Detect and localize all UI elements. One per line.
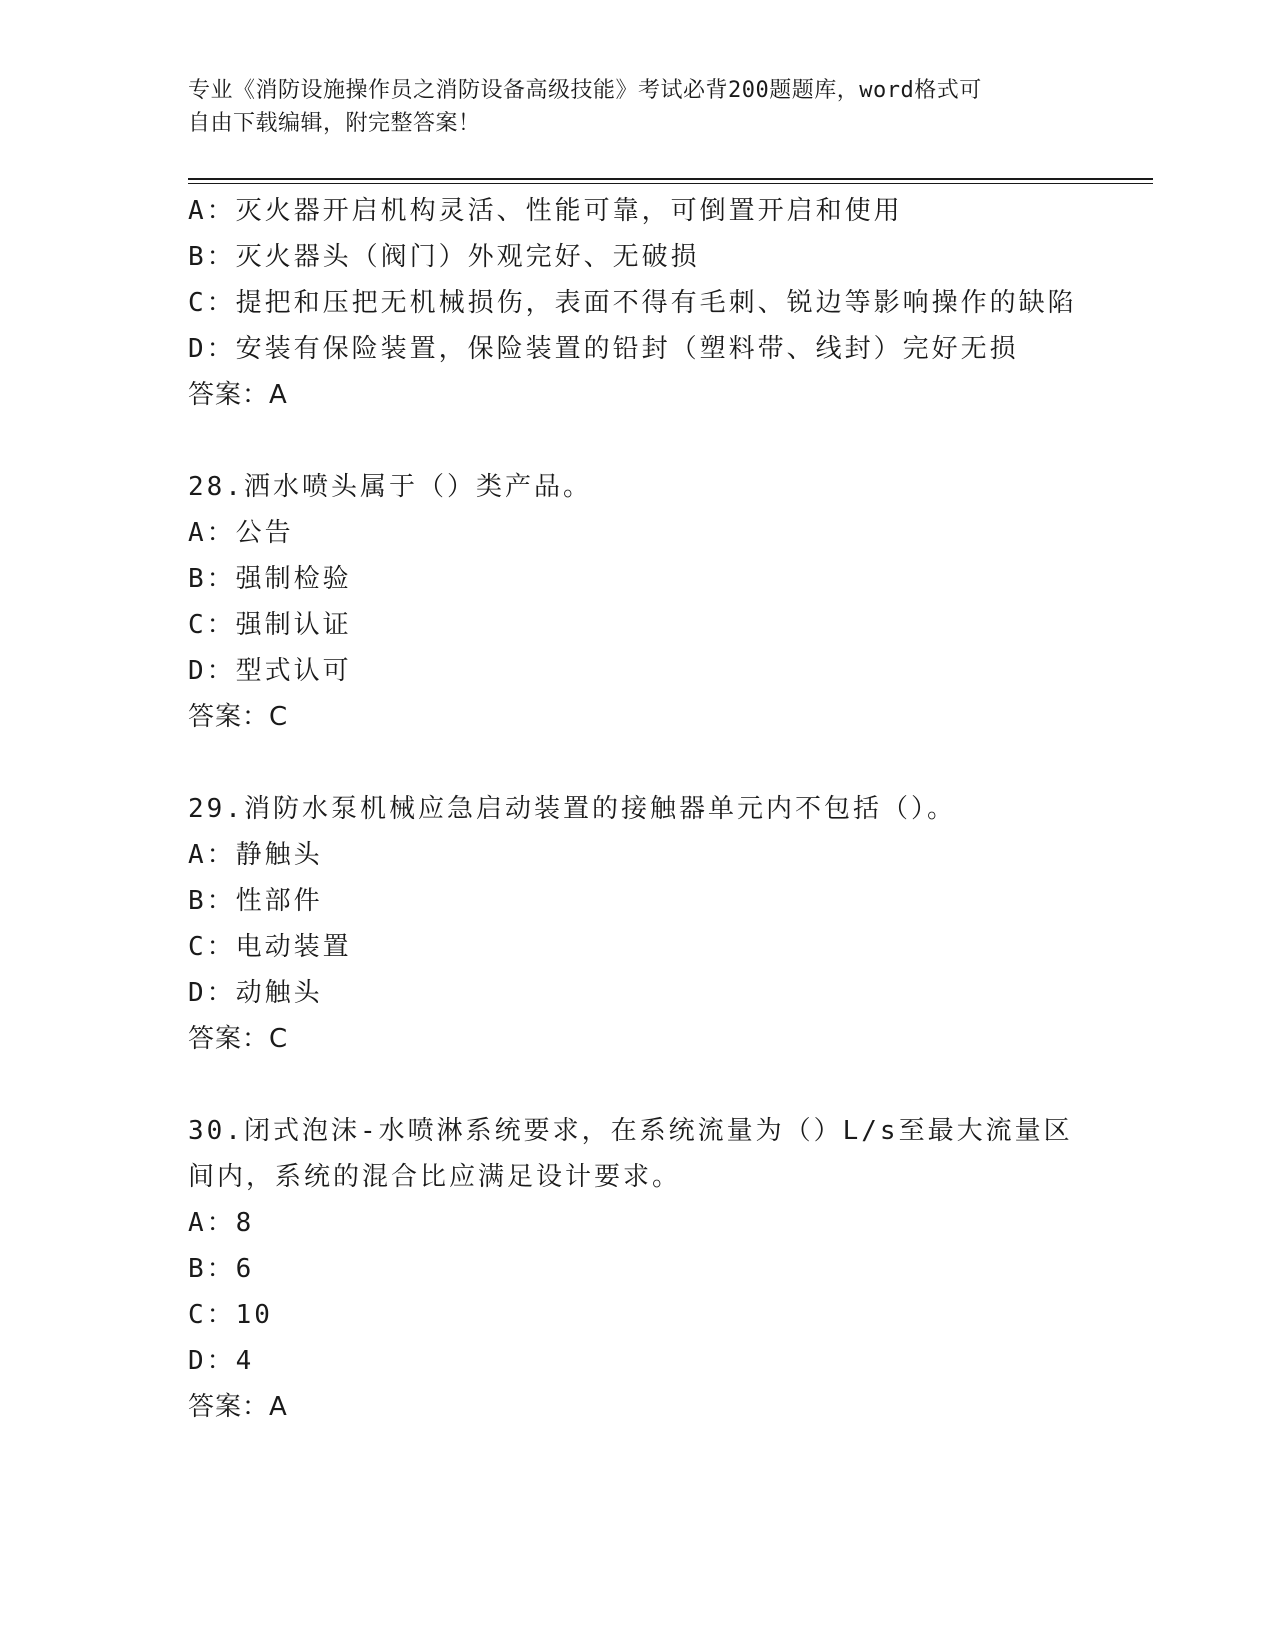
answer-line: 答案：C bbox=[188, 1024, 289, 1054]
option-c: C：电动装置 bbox=[188, 932, 352, 962]
option-b: B：灭火器头（阀门）外观完好、无破损 bbox=[188, 242, 700, 272]
answer-line: 答案：C bbox=[188, 702, 289, 732]
header-line-1: 专业《消防设施操作员之消防设备高级技能》考试必背200题题库，word格式可 bbox=[188, 78, 982, 103]
header-divider-thick bbox=[188, 178, 1153, 180]
header-divider-thin bbox=[188, 183, 1153, 184]
document-header bbox=[188, 74, 1068, 140]
question-28-block bbox=[188, 464, 1088, 740]
option-d: D：安装有保险装置，保险装置的铅封（塑料带、线封）完好无损 bbox=[188, 334, 1019, 364]
question-29-block bbox=[188, 786, 1088, 1062]
option-c: C：强制认证 bbox=[188, 610, 352, 640]
spacer bbox=[188, 1062, 1088, 1108]
header-line-2: 自由下载编辑，附完整答案！ bbox=[188, 111, 481, 136]
option-c: C：提把和压把无机械损伤，表面不得有毛刺、锐边等影响操作的缺陷 bbox=[188, 288, 1077, 318]
answer-line: 答案：A bbox=[188, 1392, 288, 1422]
spacer bbox=[188, 418, 1088, 464]
option-d: D：4 bbox=[188, 1346, 255, 1376]
spacer bbox=[188, 740, 1088, 786]
option-d: D：动触头 bbox=[188, 978, 323, 1008]
question-text: 30.闭式泡沫-水喷淋系统要求，在系统流量为（）L/s至最大流量区间内，系统的混合比应满足设计要求。 bbox=[188, 1116, 1073, 1192]
option-b: B：强制检验 bbox=[188, 564, 352, 594]
question-text: 28.洒水喷头属于（）类产品。 bbox=[188, 472, 592, 502]
option-a: A：公告 bbox=[188, 518, 294, 548]
question-30-block bbox=[188, 1108, 1088, 1430]
option-c: C：10 bbox=[188, 1300, 273, 1330]
option-a: A：静触头 bbox=[188, 840, 323, 870]
question-27-block bbox=[188, 188, 1088, 418]
option-b: B：性部件 bbox=[188, 886, 323, 916]
question-list bbox=[188, 188, 1088, 1430]
option-a: A：8 bbox=[188, 1208, 255, 1238]
option-a: A：灭火器开启机构灵活、性能可靠，可倒置开启和使用 bbox=[188, 196, 903, 226]
option-b: B：6 bbox=[188, 1254, 255, 1284]
option-d: D：型式认可 bbox=[188, 656, 352, 686]
question-text: 29.消防水泵机械应急启动装置的接触器单元内不包括（）。 bbox=[188, 794, 956, 824]
answer-line: 答案：A bbox=[188, 380, 288, 410]
